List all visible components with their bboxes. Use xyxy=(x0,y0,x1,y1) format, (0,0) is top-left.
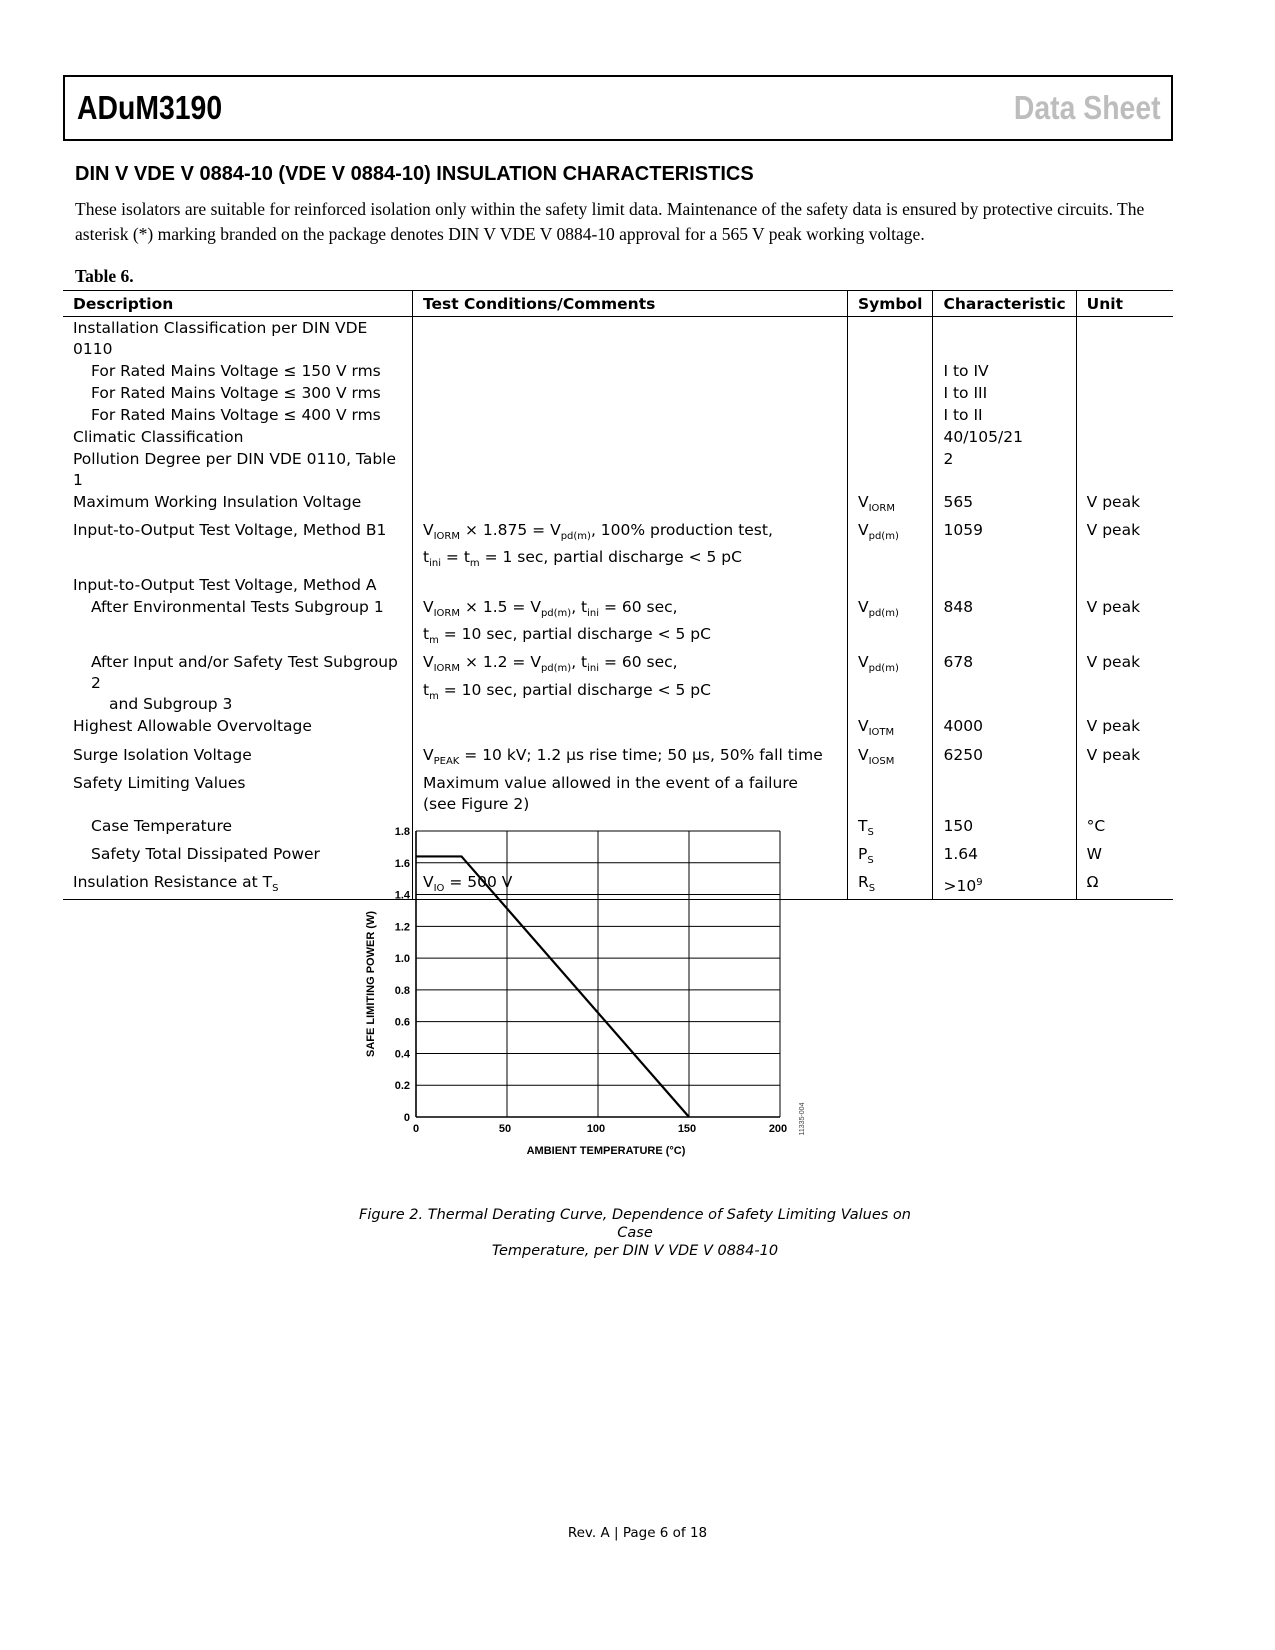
row-characteristic: I to III xyxy=(933,382,1076,404)
row-characteristic: 1059 xyxy=(933,519,1076,574)
row-description: Pollution Degree per DIN VDE 0110, Table 1 xyxy=(73,450,397,489)
row-symbol: $V_{pd(m)}$ xyxy=(848,519,933,574)
table-row xyxy=(63,491,1173,519)
table-row xyxy=(63,772,1173,815)
page-footer: Rev. A | Page 6 of 18 xyxy=(567,1525,708,1541)
table-row xyxy=(63,382,1173,404)
x-tick-label: 100 xyxy=(586,1123,606,1135)
row-symbol: $V_{IOTM}$ xyxy=(848,715,933,743)
row-unit: V peak xyxy=(1076,651,1173,715)
row-conditions: Maximum value allowed in the event of a failure (see Figure 2) xyxy=(413,772,848,815)
row-symbol: $V_{pd(m)}$ xyxy=(848,651,933,715)
doc-type: Data Sheet xyxy=(1014,89,1161,126)
row-characteristic: I to IV xyxy=(933,360,1076,382)
row-conditions: $V_{IORM} \times 1.5 = V_{pd(m)}$, $t_{ini} = 60$ sec, $t_m = 10$ sec, partial discharge < 5 pC xyxy=(413,596,848,651)
y-tick-labels xyxy=(395,826,411,1124)
row-description: Input-to-Output Test Voltage, Method B1 xyxy=(73,521,387,540)
chart-grid xyxy=(416,831,780,1117)
table-row xyxy=(63,715,1173,743)
table-caption: Table 6. xyxy=(75,266,134,286)
row-unit: Ω xyxy=(1076,871,1173,900)
row-characteristic: 565 xyxy=(933,491,1076,519)
row-characteristic: 1.64 xyxy=(933,843,1076,871)
y-tick-label: 1.6 xyxy=(394,857,410,870)
header-unit: Unit xyxy=(1076,291,1173,317)
row-unit: V peak xyxy=(1076,744,1173,772)
row-description: Insulation Resistance at $T_S$ xyxy=(63,871,413,900)
y-tick-label: 0.6 xyxy=(394,1016,410,1029)
row-symbol: $V_{IOSM}$ xyxy=(848,744,933,772)
row-description: Installation Classification per DIN VDE 0110 xyxy=(73,319,368,358)
table-header-row xyxy=(63,291,1173,317)
row-unit: V peak xyxy=(1076,596,1173,651)
row-characteristic: 6250 xyxy=(933,744,1076,772)
figure-caption: Figure 2. Thermal Derating Curve, Dependence of Safety Limiting Values on Case Temperature, per DIN V VDE V 0884-10 xyxy=(359,1207,911,1259)
row-characteristic: $>10^9$ xyxy=(933,871,1076,900)
row-description: Safety Total Dissipated Power xyxy=(91,844,320,863)
page-header xyxy=(63,75,1173,141)
row-description: Safety Limiting Values xyxy=(73,773,246,792)
row-description: After Input and/or Safety Test Subgroup 2 and Subgroup 3 xyxy=(91,653,398,714)
row-unit: V peak xyxy=(1076,519,1173,574)
part-number: ADuM3190 xyxy=(77,89,223,126)
table-row xyxy=(63,426,1173,448)
insulation-table xyxy=(63,290,1173,900)
row-conditions: $V_{IO} = 500$ V xyxy=(413,871,848,900)
x-tick-label: 0 xyxy=(412,1123,420,1135)
row-symbol: $V_{pd(m)}$ xyxy=(848,596,933,651)
row-characteristic: 40/105/21 xyxy=(933,426,1076,448)
y-tick-label: 0.4 xyxy=(394,1048,410,1061)
x-tick-label: 150 xyxy=(677,1123,697,1135)
row-characteristic: I to II xyxy=(933,404,1076,426)
row-conditions: $V_{IORM} \times 1.2 = V_{pd(m)}$, $t_{ini} = 60$ sec, $t_m = 10$ sec, partial discharge < 5 pC xyxy=(413,651,848,715)
figure-id: 11335-004 xyxy=(799,1102,806,1136)
table-row xyxy=(63,574,1173,596)
row-description: Maximum Working Insulation Voltage xyxy=(73,493,362,511)
table-row xyxy=(63,596,1173,651)
series-line xyxy=(416,856,689,1117)
row-characteristic: 678 xyxy=(933,651,1076,715)
table-row xyxy=(63,519,1173,574)
y-axis-label: SAFE LIMITING POWER (W) xyxy=(365,910,377,1058)
row-description: For Rated Mains Voltage ≤ 400 V rms xyxy=(91,406,381,424)
table-row xyxy=(63,815,1173,843)
header-description: Description xyxy=(63,291,413,317)
row-characteristic: 848 xyxy=(933,596,1076,651)
row-description: Input-to-Output Test Voltage, Method A xyxy=(73,576,377,595)
row-description: After Environmental Tests Subgroup 1 xyxy=(91,598,384,617)
x-axis-label: AMBIENT TEMPERATURE (°C) xyxy=(526,1145,686,1157)
section-title: DIN V VDE V 0884-10 (VDE V 0884-10) INSULATION CHARACTERISTICS xyxy=(75,163,754,185)
row-symbol: $V_{IORM}$ xyxy=(848,491,933,519)
table-row xyxy=(63,744,1173,772)
header-characteristic: Characteristic xyxy=(933,291,1076,317)
row-unit: V peak xyxy=(1076,715,1173,743)
row-description: For Rated Mains Voltage ≤ 150 V rms xyxy=(91,362,381,380)
row-description: Highest Allowable Overvoltage xyxy=(73,717,312,736)
table-row xyxy=(63,404,1173,426)
row-symbol: $T_S$ xyxy=(848,815,933,843)
table-row xyxy=(63,317,1173,361)
y-tick-label: 0 xyxy=(403,1112,410,1124)
row-description: Case Temperature xyxy=(91,816,233,835)
row-unit: °C xyxy=(1076,815,1173,843)
table-row xyxy=(63,448,1173,491)
row-characteristic: 4000 xyxy=(933,715,1076,743)
x-tick-label: 200 xyxy=(768,1123,788,1135)
row-unit: V peak xyxy=(1076,491,1173,519)
row-conditions: $V_{IORM} \times 1.875 = V_{pd(m)}$, 100% production test, $t_{ini} = t_m = 1$ sec, partial discharge < 5 pC xyxy=(413,519,848,574)
row-unit: W xyxy=(1076,843,1173,871)
row-characteristic: 150 xyxy=(933,815,1076,843)
table-row xyxy=(63,360,1173,382)
header-symbol: Symbol xyxy=(848,291,933,317)
y-tick-label: 1.4 xyxy=(394,889,410,902)
row-conditions: $V_{PEAK} = 10$ kV; 1.2 μs rise time; 50 μs, 50% fall time xyxy=(413,744,848,772)
y-tick-label: 0.8 xyxy=(394,984,410,997)
chart-series xyxy=(416,856,689,1117)
row-symbol: $R_S$ xyxy=(848,871,933,900)
x-tick-labels xyxy=(413,1123,787,1135)
intro-paragraph: These isolators are suitable for reinforced isolation only within the safety limit data. Maintenance of the safety data is ensured by protective circuits. The asterisk (*) marking branded on the package denotes DIN V VDE V 0884-10 approval for a 565 V peak working voltage. xyxy=(75,199,1145,244)
y-tick-label: 1.0 xyxy=(394,953,410,966)
row-description: Surge Isolation Voltage xyxy=(73,745,252,764)
y-tick-label: 1.2 xyxy=(394,921,410,934)
row-symbol: $P_S$ xyxy=(848,843,933,871)
x-tick-label: 50 xyxy=(498,1123,512,1135)
y-tick-label: 1.8 xyxy=(394,826,410,838)
y-tick-label: 0.2 xyxy=(394,1080,410,1093)
row-characteristic: 2 xyxy=(933,448,1076,491)
row-description: Climatic Classification xyxy=(73,428,244,446)
row-description: For Rated Mains Voltage ≤ 300 V rms xyxy=(91,384,381,402)
header-conditions: Test Conditions/Comments xyxy=(413,291,848,317)
table-row xyxy=(63,651,1173,715)
